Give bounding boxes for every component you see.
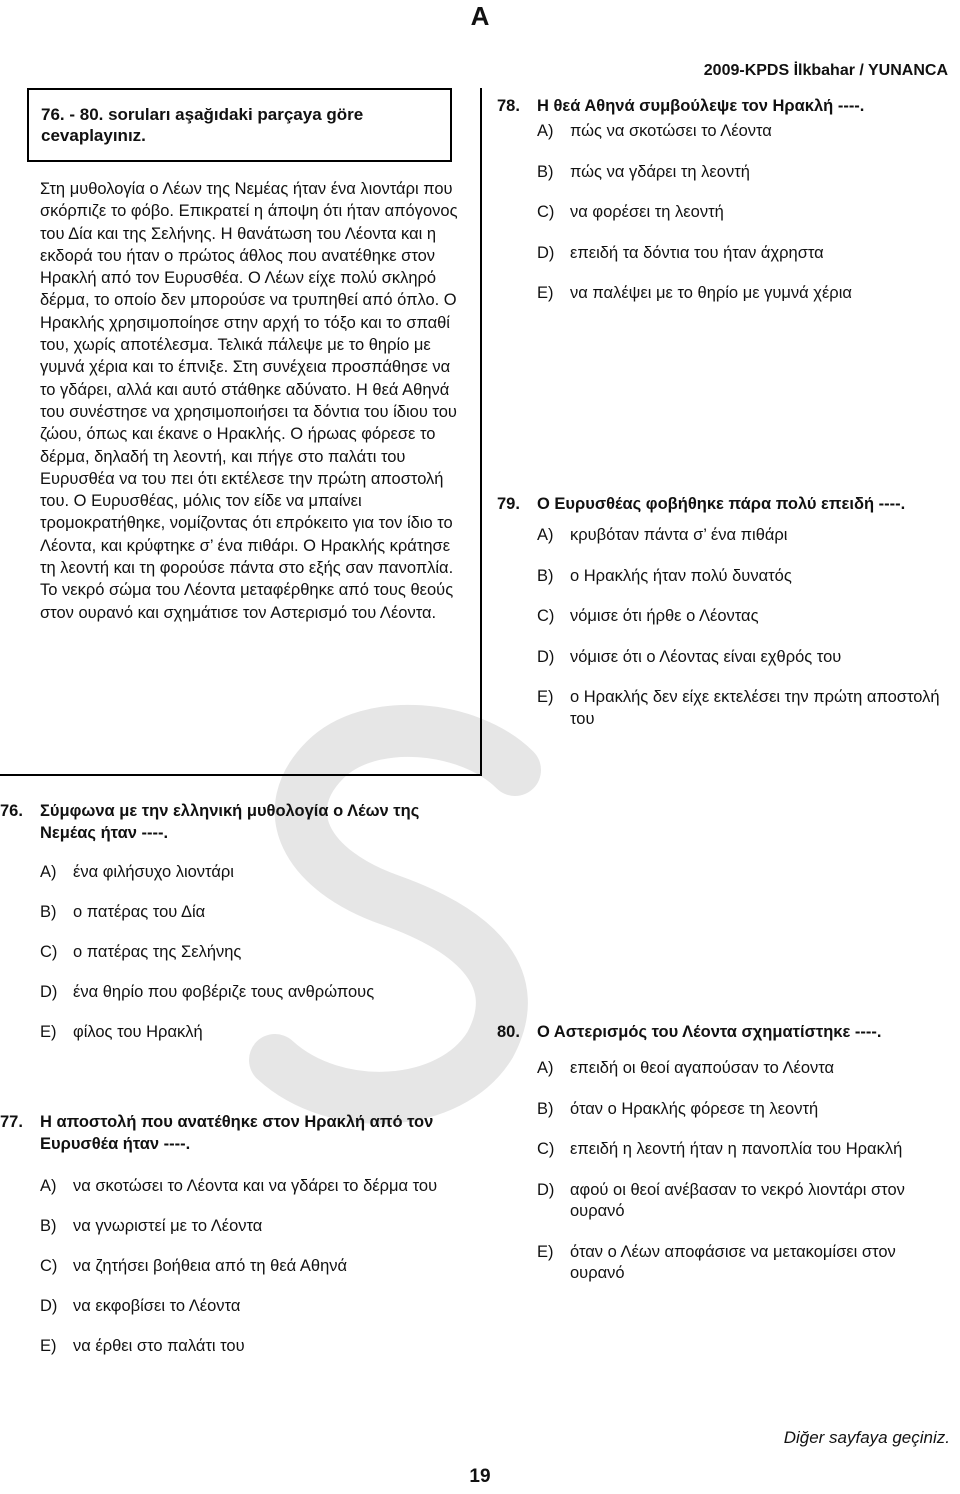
option-a[interactable] [40, 1176, 470, 1198]
option-text: όταν ο Ηρακλής φόρεσε τη λεοντή [570, 1099, 819, 1118]
option-c[interactable] [537, 1139, 952, 1161]
option-text: όταν ο Λέων αποφάσισε να μετακομίσει στον ουρανό [570, 1242, 896, 1282]
option-letter: D) [40, 1297, 58, 1315]
exam-title: 2009-KPDS İlkbahar / YUNANCA [703, 62, 948, 79]
option-letter: D) [40, 983, 58, 1001]
question-stem [497, 95, 952, 117]
option-letter: A) [537, 526, 554, 544]
option-letter: A) [537, 122, 554, 140]
option-text: να ζητήσει βοήθεια από τη θεά Αθηνά [73, 1257, 348, 1275]
question-number: 79. [497, 495, 520, 513]
option-text: κρυβόταν πάντα σ’ ένα πιθάρι [570, 526, 788, 544]
option-letter: A) [40, 1177, 57, 1195]
option-d[interactable] [40, 982, 470, 1004]
option-letter: A) [40, 863, 57, 881]
option-letter: D) [537, 1180, 555, 1199]
section-divider [0, 774, 482, 776]
question-stem [497, 493, 952, 515]
page-number: 19 [469, 1466, 491, 1487]
answer-options [0, 1176, 470, 1358]
question-stem [0, 1111, 470, 1155]
question-text: Ο Αστερισμός του Λέοντα σχηματίστηκε ----. [537, 1023, 882, 1041]
answer-options [0, 862, 470, 1044]
question-78 [497, 95, 952, 324]
option-a[interactable] [40, 862, 470, 884]
option-text: να εκφοβίσει το Λέοντα [73, 1297, 241, 1315]
question-stem [0, 800, 470, 844]
option-letter: C) [40, 1257, 58, 1275]
question-text: Σύμφωνα με την ελληνική μυθολογία ο Λέων της Νεμέας ήταν ----. [40, 802, 420, 842]
option-letter: B) [40, 1217, 57, 1235]
option-b[interactable] [40, 902, 470, 924]
option-text: νόμισε ότι ο Λέοντας είναι εχθρός του [570, 647, 842, 666]
option-letter: E) [40, 1337, 57, 1355]
option-e[interactable] [40, 1336, 470, 1358]
option-text: να σκοτώσει το Λέοντα και να γδάρει το δέρμα του [73, 1177, 438, 1195]
option-letter: C) [537, 1140, 555, 1158]
option-text: να έρθει στο παλάτι του [73, 1337, 245, 1355]
instruction-box: 76. - 80. soruları aşağıdaki parçaya göre cevaplayınız. [27, 88, 452, 162]
question-76 [0, 800, 470, 1062]
option-letter: B) [40, 903, 57, 921]
option-text: να παλέψει με το θηρίο με γυμνά χέρια [570, 284, 852, 302]
option-letter: B) [537, 1099, 554, 1118]
question-number: 76. [0, 802, 23, 820]
option-d[interactable] [537, 647, 952, 669]
option-a[interactable] [537, 121, 952, 143]
option-text: ο Ηρακλής δεν είχε εκτελέσει την πρώτη αποστολή του [570, 688, 940, 728]
option-c[interactable] [537, 202, 952, 224]
option-letter: B) [537, 566, 554, 585]
option-text: επειδή οι θεοί αγαπούσαν το Λέοντα [570, 1059, 835, 1077]
question-77 [0, 1111, 470, 1376]
option-d[interactable] [40, 1296, 470, 1318]
option-text: να γνωριστεί με το Λέοντα [73, 1217, 263, 1235]
question-number: 78. [497, 97, 520, 115]
option-letter: E) [537, 688, 554, 706]
option-letter: C) [537, 203, 555, 221]
option-letter: B) [537, 162, 554, 181]
option-letter: D) [537, 243, 555, 262]
question-text: Η αποστολή που ανατέθηκε στον Ηρακλή από τον Ευρυσθέα ήταν ----. [40, 1113, 434, 1153]
option-a[interactable] [537, 525, 952, 547]
option-text: πώς να σκοτώσει το Λέοντα [570, 122, 772, 140]
question-text: Ο Ευρυσθέας φοβήθηκε πάρα πολύ επειδή ----. [537, 495, 906, 513]
question-text: Η θεά Αθηνά συμβούλεψε τον Ηρακλή ----. [537, 97, 865, 115]
option-text: ο πατέρας της Σελήνης [73, 943, 242, 961]
option-c[interactable] [40, 942, 470, 964]
option-letter: E) [537, 1242, 554, 1261]
option-text: φίλος του Ηρακλή [73, 1023, 203, 1041]
option-e[interactable] [537, 283, 952, 305]
option-letter: D) [537, 647, 555, 666]
option-e[interactable] [537, 687, 952, 730]
option-d[interactable] [537, 243, 952, 265]
answer-options [497, 121, 952, 305]
option-text: πώς να γδάρει τη λεοντή [570, 162, 750, 181]
option-letter: C) [537, 607, 555, 625]
question-stem [497, 1021, 952, 1043]
option-a[interactable] [537, 1058, 952, 1080]
option-b[interactable] [537, 162, 952, 184]
answer-options [497, 1058, 952, 1285]
option-b[interactable] [537, 566, 952, 588]
question-79 [497, 493, 952, 749]
question-number: 80. [497, 1023, 520, 1041]
option-text: αφού οι θεοί ανέβασαν το νεκρό λιοντάρι στον ουρανό [570, 1180, 905, 1220]
booklet-letter: A [470, 1, 490, 31]
option-text: νόμισε ότι ήρθε ο Λέοντας [570, 607, 759, 625]
option-text: ένα θηρίο που φοβέριζε τους ανθρώπους [73, 983, 375, 1001]
next-page-notice: Diğer sayfaya geçiniz. [783, 1428, 950, 1447]
option-letter: A) [537, 1059, 554, 1077]
column-divider [480, 88, 482, 774]
option-text: να φορέσει τη λεοντή [570, 203, 724, 221]
question-number: 77. [0, 1113, 23, 1131]
option-text: ο πατέρας του Δία [73, 903, 206, 921]
option-letter: C) [40, 943, 58, 961]
option-d[interactable] [537, 1180, 952, 1223]
option-text: επειδή η λεοντή ήταν η πανοπλία του Ηρακλή [570, 1140, 903, 1158]
option-text: ένα φιλήσυχο λιοντάρι [73, 863, 234, 881]
option-b[interactable] [537, 1099, 952, 1121]
option-c[interactable] [537, 606, 952, 628]
option-letter: E) [40, 1023, 57, 1041]
option-b[interactable] [40, 1216, 470, 1238]
option-c[interactable] [40, 1256, 470, 1278]
option-e[interactable] [537, 1242, 952, 1285]
option-e[interactable] [40, 1022, 470, 1044]
option-letter: E) [537, 284, 554, 302]
option-text: επειδή τα δόντια του ήταν άχρηστα [570, 243, 824, 262]
answer-options [497, 525, 952, 730]
question-80 [497, 1021, 952, 1304]
option-text: ο Ηρακλής ήταν πολύ δυνατός [570, 566, 792, 585]
reading-passage: Στη μυθολογία ο Λέων της Νεμέας ήταν ένα λιοντάρι που σκόρπιζε το φόβο. Επικρατεί η άποψη ότι ήταν απόγονος του Δία και της Σελήνης. Η θανάτωση του Λέοντα και η εκδορά του ήταν ο πρώτος άθλος που ανατέθηκε στον Ηρακλή από τον Ευρυσθέα. Ο Λέων είχε πολύ σκληρό δέρμα, το οποίο δεν μπορούσε να τρυπηθεί από όπλο. Ο Ηρακλής χρησιμοποίησε στην αρχή το τόξο και το σπαθί του, χωρίς αποτέλεσμα. Τελικά πάλεψε με το θηρίο με γυμνά χέρια και το έπνιξε. Στη συνέχεια προσπάθησε να το γδάρει, αλλά και αυτό στάθηκε αδύνατο. Η θεά Αθηνά του συνέστησε να χρησιμοποιήσει τα δόντια του ίδιου του ζώου, όπως και έκανε ο Ηρακλής. Ο ήρωας φόρεσε το δέρμα, δηλαδή τη λεοντή, και πήγε στο παλάτι του Ευρυσθέα να του πει ότι εκτέλεσε την πρώτη αποστολή του. Ο Ευρυσθέας, μόλις τον είδε να μπαίνει τρομοκρατήθηκε, νομίζοντας ότι επρόκειτο για τον ίδιο το Λέοντα, και κρύφτηκε σ’ ένα πιθάρι. Ο Ηρακλής κράτησε τη λεοντή και τη φορούσε πάντα στο εξής σαν πανοπλία. Το νεκρό σώμα του Λέοντα μεταφέρθηκε από τους θεούς στον ουρανό και σχημάτισε τον Αστερισμό του Λέοντα. [40, 180, 458, 622]
